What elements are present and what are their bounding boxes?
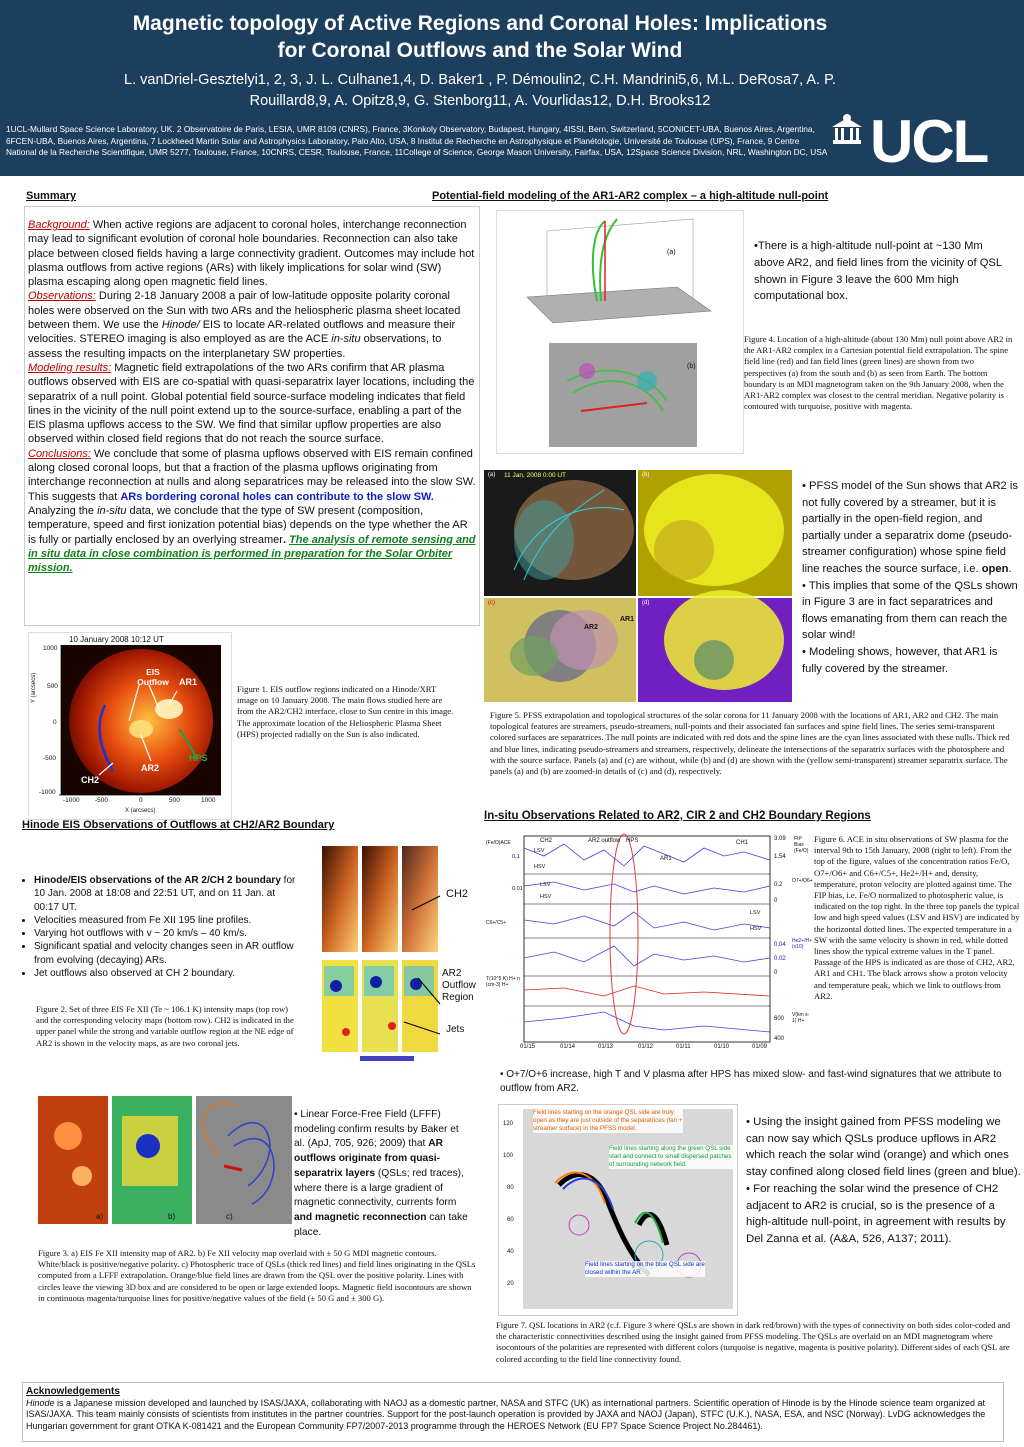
fig5-label-ar2: AR2 (584, 624, 599, 631)
fig1-label-ch2: CH2 (81, 775, 100, 785)
eis-bullet: • Varying hot outflows with v ~ 20 km/s – 40 km/s. (34, 927, 302, 940)
fig1-ylabel: Y (arcsecs) (31, 672, 37, 703)
acknowledgements (26, 1386, 998, 1432)
eis-bullet: • Velocities measured from Fe XII 195 line profiles. (34, 914, 302, 927)
fig6-tick: 3.09 (774, 836, 786, 842)
fig6-hsv: HSV (750, 926, 762, 932)
observations-label: Observations: (28, 290, 96, 303)
affil-line-1: 1UCL-Mullard Space Science Laboratory, UK. 2 Observatoire de Paris, LESIA, UMR 8109 (CNRS), France, 3Konkoly Observatory, Budapest, Hungary, 4ISSI, Bern, Switzerland, 5CONICET-UBA, Buenos Aires, Argentina, (6, 124, 815, 134)
fig3-label-b: b) (168, 1212, 176, 1221)
fig5-label-d: (d) (642, 600, 650, 606)
fig7-ytick: 100 (503, 1153, 514, 1159)
fig1-label-eis-outflow: EIS Outflow (137, 667, 169, 687)
fig1-label-ar1: AR1 (179, 677, 198, 687)
eis-bullet-1-rest: for 10 Jan. 2008 at 18:08 and 22:51 UT, and on 11 Jan. at 00:17 UT. (34, 875, 296, 913)
fig6-label-ch1: CH1 (736, 840, 749, 846)
observations-insitu: in-situ (331, 333, 361, 346)
affiliations (6, 124, 846, 159)
fig7-ytick: 80 (507, 1185, 514, 1191)
figure-6 (484, 826, 813, 1056)
pfss-bullets (802, 478, 1018, 677)
conclusions-label: Conclusions: (28, 447, 91, 460)
authors-line-1: L. vanDriel-Gesztelyi1, 2, 3, J. L. Culhane1,4, D. Baker1 , P. Démoulin2, C.H. Mandrini5,6, M.L. DeRosa7, A. P. (124, 72, 836, 88)
fig1-ytick: 500 (47, 683, 58, 690)
fig6-xtick: 01/13 (598, 1044, 614, 1050)
affil-line-2: 6FCEN-UBA, Buenos Aires, Argentina, 7 Lockheed Martin Solar and Astrophysics Laboratory, Palo Alto, USA, 8 Institut de Recherche en Astrophysique et Planétologie, Université de Toulouse (UPS), France, 9 Centre (6, 135, 800, 146)
solar-orbiter-statement: The analysis of remote sensing and in situ data in close combination is performed in preparation for the Solar Orbiter mission. (28, 533, 476, 575)
figure-2 (300, 836, 480, 1072)
figure-6-caption: Figure 6. ACE in situ observations of SW plasma for the interval 9th to 15th January, 2008 (right to left). From the top of the figure, values of the concentration ratios Fe/O, O7+/O6+ and C6+/C5+, He2+/H+ and, density, temperature, proton velocity are plotted against time. The FIP bias, i.e. Fe/O normalized to photospheric value, is indicated on the top right. In the three top panels the typical low and high speed values (LSV and HSV) are indicated by the horizontal dotted lines. The expected temperature in a SW with the same velocity is shown in red, while dotted lines show the typical extreme values in the T panel. Passage of the HPS is indicated as are those of CH2, AR2, AR1 and CH1. The black arrows show a proton velocity and temperature peak, which we link to outflows from AR2. (814, 834, 1020, 1001)
fig4-label-b: (b) (687, 363, 696, 370)
fig6-tick: 0 (774, 970, 778, 976)
fig6-label-hps: HPS (626, 838, 639, 844)
fig1-xrt-image (29, 633, 231, 819)
ack-hinode: Hinode (26, 1397, 55, 1408)
fig2-label-ch2: CH2 (446, 888, 469, 900)
conclusions-text-1: We conclude that some of plasma upflows observed with EIS remain confined along closed coronal loops, but that a fraction of the plasma upflows originating from interchange reconnection at nulls and along separatrices may be released into the slow SW. This suggests that (28, 447, 476, 503)
title-line-2: for Coronal Outflows and the Solar Wind (277, 39, 683, 62)
fig6-tick: 400 (774, 1036, 785, 1042)
fig6-xtick: 01/10 (714, 1044, 730, 1050)
fig7-ytick: 40 (507, 1249, 514, 1255)
poster-title (0, 10, 960, 64)
figure-4 (496, 210, 744, 454)
fig6-xtick: 01/14 (560, 1044, 576, 1050)
author-list (60, 70, 900, 112)
conclusions-insitu: in-situ (97, 504, 127, 517)
header-banner (0, 0, 1024, 176)
lfff-emphasis-1: AR outflows originate from quasi-separatrix layers (294, 1138, 443, 1179)
fig6-xtick: 01/15 (520, 1044, 536, 1050)
ack-text: is a Japanese mission developed and launched by ISAS/JAXA, collaborating with NAOJ as a domestic partner, NASA and STFC (UK) as international partners. Scientific operation of Hinode is by the Hinode science team organized at ISAS/JAXA. This team mainly consists of scientists from institutes in the partner countries. Support for the post-launch operation is provided by JAXA and NAOJ (Japan), STFC (U.K.), NASA, ESA, and NSC (Norway). LvDG acknowledges the Hungarian government for grant OTKA K-081421 and the European Community FP7/2007-2013 programme through the HEROES Network (EU FP7 Space Science Project No.284461). (26, 1397, 986, 1431)
lfff-text-3: can take place. (294, 1211, 468, 1238)
fig1-xtick: -1000 (63, 797, 80, 804)
background-text: When active regions are adjacent to coronal holes, interchange reconnection may lead to significant evolution of coronal hole boundaries. Reconnection can also take place between closed fields having a large connectivity gradient. Outcomes may include hot plasma outflows from active regions (ARs) with likely implications for solar wind (SW) plasma escaping along open magnetic field lines. (28, 219, 475, 289)
fig5-pfss (484, 470, 792, 702)
pfss-bullet-2: • This implies that some of the QSLs shown in Figure 3 are in fact separatrices and flows emanating from them can reach the solar wind! (802, 579, 1018, 642)
fig7-bullet-2: • For reaching the solar wind the presence of CH2 adjacent to AR2 is crucial, so is the presence of a high-altitude null-point, in agreement with results by Del Zanna et al. (A&A, 526, A137; 2011). (746, 1182, 1006, 1245)
observations-text-2: EIS to locate AR-related outflows and measure their velocities. STEREO imaging is also employed as are the ACE (28, 319, 456, 346)
fig6-tick: 0.04 (774, 942, 786, 948)
lfff-text (294, 1108, 472, 1240)
figure-7 (498, 1104, 738, 1316)
figure-4-caption: Figure 4. Location of a high-altitude (about 130 Mm) null point above AR2 in the AR1-AR2 complex in a Cartesian potential field extrapolation. The spine field line (red) and fan field lines (green lines) are shown from two perspectives (a) from the south and (b) as seen from Earth. The bottom boundary is an MDI magnetogram taken on the 9th January 2008, when the AR1-AR2 complex was closest to the central meridian. Negative polarity is contoured with turquoise, positive with magenta. (744, 334, 1013, 412)
fig6-ace-plot (484, 826, 813, 1056)
figure-1-caption: Figure 1. EIS outflow regions indicated on a Hinode/XRT image on 10 January 2008. The main flows studied here are from the AR2/CH2 interface, close to Sun centre in this image. The approximate location of the Heliospheric Plasma Sheet (HPS) projected radially on the Sun is also indicated. (237, 684, 454, 739)
fig2-label-outflow: AR2 Outflow Region (442, 968, 476, 1003)
fig2-maps (300, 836, 480, 1072)
fig1-xtick: 1000 (201, 797, 216, 804)
portico-icon (830, 112, 864, 146)
pfss-bullet-1-end: . (1008, 562, 1012, 575)
fig6-c6-label: C6+/C5+ (486, 920, 507, 926)
fig1-ytick: -500 (43, 755, 57, 762)
conclusions-text-3: data, we conclude that the type of SW present (composition, temperature, speed and first ionization potential bias) depends on the type whether the AR is fully or partially enclosed by an overlying streamer (28, 504, 468, 546)
eis-bullets (20, 874, 302, 980)
fig1-ytick: 0 (53, 719, 57, 726)
modeling-text: Magnetic field extrapolations of the two ARs confirm that AR plasma outflows observed with EIS are co-spatial with quasi-separatrix layer locations, including the separatrix of a null point. Global potential field source-surface modeling indicates that field lines in the vicinity of the null point extend up to the source-surface, enabling a part of the EIS plasma upflows access to the SW. We find that similar upflow properties are also observed within closed field regions that do not reach the source surface. (28, 361, 475, 446)
fig4-label-a: (a) (667, 249, 676, 256)
fig7-bullet-1: • Using the insight gained from PFSS modeling we can now say which QSLs produce upflows in AR2 which reach the solar wind (orange) and which ones stay confined along closed field lines (green and blue). (746, 1116, 1021, 1179)
background-label: Background: (28, 219, 90, 231)
fig5-label-c: (c) (488, 600, 495, 606)
fig6-tick: 0.01 (512, 886, 523, 892)
lfff-text-1: • Linear Force-Free Field (LFFF) modeling confirm results by Baker et al. (ApJ, 705, 926; 2009) that (294, 1109, 459, 1150)
fig6-xtick: 01/09 (752, 1044, 768, 1050)
ack-heading: Acknowledgements (26, 1386, 120, 1397)
summary-text (28, 218, 478, 575)
fig6-fip-label: FIP Bias (Fe/O) (794, 836, 809, 854)
fig6-lsv: LSV (540, 882, 551, 888)
lfff-text-2: (QSLs; red traces), where there is a large gradient of magnetic connectivity, currents form (294, 1167, 464, 1209)
figure-5 (484, 470, 792, 702)
fig1-ytick: -1000 (39, 789, 56, 796)
fig3-label-c: c) (226, 1212, 233, 1221)
fig5-label-b: (b) (642, 472, 650, 478)
fig6-lsv: LSV (750, 910, 761, 916)
fig6-label-ar2: AR2 outflow (588, 838, 621, 844)
fig7-bullets (746, 1114, 1022, 1248)
fig1-title: 10 January 2008 10:12 UT (69, 635, 164, 644)
lfff-emphasis-2: and magnetic reconnection (294, 1211, 427, 1223)
fig7-ytick: 120 (503, 1121, 514, 1127)
figure-5-caption: Figure 5. PFSS extrapolation and topological structures of the solar corona for 11 January 2008 with the locations of AR1, AR2 and CH2. The main topological features are streamers, pseudo-streamers, null-points and their associated fan surfaces and spine field lines. The series semi-transparent colored surfaces are separatrices. The null points are indicated with red dots and the spine lines are the cyan lines associated with these nulls. Thick red and blue lines, indicating pseudo-streamers and streamers, respectively, delineate the intersections of the separatrix surfaces with the photosphere and with the source surface. Panels (a) and (c) are without, while (b) and (d) are shown with the (yellow semi-transparent) streamer separatrix surface. The panels (a) and (b) are zoomed-in details of (c) and (d), respectively. (490, 710, 1010, 777)
fig1-xtick: 500 (169, 797, 180, 804)
fig6-xtick: 01/12 (638, 1044, 654, 1050)
title-line-1: Magnetic topology of Active Regions and Coronal Holes: Implications (132, 12, 828, 35)
summary-heading: Summary (26, 190, 77, 202)
fig7-note-green: Field lines starting along the green QSL side start and connect to small dispersed patches of surrounding network field. (609, 1145, 732, 1168)
fig1-xlabel: X (arcsecs) (125, 808, 156, 814)
null-point-bullet: •There is a high-altitude null-point at ~130 Mm above AR2, and field lines from the vicinity of QSL shown in Figure 3 leave the 600 Mm high computational box. (754, 240, 1002, 303)
insitu-note: • O+7/O+6 increase, high T and V plasma after HPS has mixed slow- and fast-wind signatures that we attribute to outflow from AR2. (500, 1069, 1002, 1094)
fig6-hsv: HSV (534, 864, 546, 870)
fig6-he-label: He2+/H+ (x10) (792, 938, 813, 950)
figure-7-caption: Figure 7. QSL locations in AR2 (c.f. Figure 3 where QSLs are shown in dark red/brown) with the types of connectivity on both sides color-coded and the characteristic connectivities described using the insight gained from PFSS modeling. The QSLs are overlaid on an MDI magnetogram where isocontours of the polarities are represented with different colors (turquoise is negative, magenta is positive polarity). Different sides of each QSL are colored according to the field line connectivity found. (496, 1320, 1011, 1364)
fig6-tick: 0 (774, 898, 778, 904)
fig1-ytick: 1000 (43, 645, 58, 652)
fig1-label-ar2: AR2 (141, 763, 160, 773)
fig7-note-orange: Field lines starting on the orange QSL side are truly open as they are just outside of the separatrices (fan + streamer surface) in the PFSS model. (533, 1109, 683, 1132)
fig6-tick: 1.54 (774, 854, 786, 860)
insitu-heading: In-situ Observations Related to AR2, CIR 2 and CH2 Boundary Regions (484, 810, 871, 822)
fig1-xtick: -500 (95, 797, 109, 804)
eis-bullet: • Jet outflows also observed at CH 2 boundary. (34, 967, 302, 980)
ucl-logo: UCL (870, 108, 988, 175)
eis-bullet-1-bold: Hinode/EIS observations of the AR 2/CH 2 boundary (34, 875, 281, 886)
fig6-hsv: HSV (540, 894, 552, 900)
eis-bullet (34, 874, 302, 914)
figure-1 (28, 632, 232, 820)
authors-line-2: Rouillard8,9, A. Opitz8,9, G. Stenborg11, A. Vourlidas12, D.H. Brooks12 (249, 93, 711, 109)
fig6-feo-label: (Fe/O)ACE (486, 840, 511, 846)
pfss-bullet-1: • PFSS model of the Sun shows that AR2 is not fully covered by a streamer, but it is partially in the open-field region, and partially under a separatrix dome (pseudo-streamer configuration) whose spine field line reaches the source surface, i.e. (802, 480, 1018, 575)
fig7-qsl-map (499, 1105, 737, 1315)
fig6-xtick: 01/11 (676, 1044, 691, 1050)
fig6-tick: 0.02 (774, 956, 786, 962)
figure-3-caption: Figure 3. a) EIS Fe XII intensity map of AR2. b) Fe XII velocity map overlaid with ± 50 G MDI magnetic contours. White/black is positive/negative polarity. c) Photospheric trace of QSLs (thick red lines) and field lines originating in the QSLs computed from a LFFF extrapolation. Orange/blue field lines are drawn from the QSL over the positive polarity. Lines with circles leave the viewing 3D box and are considered to be open or large extended loops. Magnetic field isocontours are shown in continuous magenta/turquoise lines for positive/negative values of the field (± 50 G and ± 300 G). (38, 1248, 476, 1303)
fig6-label-ch2: CH2 (540, 838, 553, 844)
fig6-lsv: LSV (534, 848, 545, 854)
fig6-tick: 600 (774, 1016, 785, 1022)
observations-text-1: During 2-18 January 2008 a pair of low-latitude opposite polarity coronal holes were observed on the Sun with two ARs and the heliospheric plasma sheet located between them. We use the (28, 290, 461, 332)
conclusions-dot: . (282, 533, 290, 546)
fig5-label-ar1: AR1 (620, 616, 635, 623)
fig1-xtick: 0 (139, 797, 143, 804)
fig3-label-a: a) (96, 1212, 104, 1221)
fig3-panels (38, 1096, 292, 1224)
affil-line-3: National de la Recherche Scientifique, UMR 5277, Toulouse, France, 10CNRS, CESR, Toulouse, France, 11College of Science, George Mason University, Fairfax, USA, 12Space Science Division, NRL, Washington DC, USA (6, 147, 828, 157)
pfss-bullet-3: • Modeling shows, however, that AR1 is fully covered by the streamer. (802, 645, 998, 675)
fig7-ytick: 60 (507, 1217, 514, 1223)
modeling-label: Modeling results: (28, 361, 112, 374)
fig5-label-a: (a) (488, 472, 496, 478)
conclusions-text-2: Analyzing the (28, 504, 98, 517)
fig1-label-hps: HPS (189, 753, 208, 763)
conclusions-emphasis: ARs bordering coronal holes can contribute to the slow SW. (120, 490, 434, 503)
observations-hinode: Hinode/ (161, 319, 200, 332)
fig2-label-jets: Jets (446, 1024, 465, 1035)
fig5-date: 11 Jan. 2008 0:00 UT (504, 472, 567, 479)
observations-text-3: observations, to assess the resulting impacts on the interplanetary SW properties. (28, 333, 442, 360)
potential-field-heading: Potential-field modeling of the AR1-AR2 complex – a high-altitude null-point (432, 190, 829, 202)
eis-bullet: • Significant spatial and velocity changes seen in AR outflow from evolving (decaying) ARs. (34, 940, 302, 967)
figure-3 (38, 1096, 292, 1224)
fig6-o7-label: O7+/O6+ (792, 878, 813, 884)
figure-2-caption: Figure 2. Set of three EIS Fe XII (Te ~ 106.1 K) intensity maps (top row) and the corresponding velocity maps (bottom row). CH2 is indicated in the upper panel while the strong and variable outflow region at the NE edge of AR2 is shown in the velocity maps, as are two coronal jets. (36, 1004, 294, 1048)
pfss-open-emphasis: open (981, 562, 1009, 575)
fig7-note-blue: Field lines starting on the blue QSL side are closed within the AR. (585, 1261, 705, 1276)
fig6-tn-label: T(10^5 K) H+ n (cm-3) H+ (486, 976, 520, 988)
fig6-label-ar1: AR1 (660, 856, 672, 862)
fig7-ytick: 20 (507, 1281, 514, 1287)
eis-heading: Hinode EIS Observations of Outflows at CH2/AR2 Boundary (22, 819, 335, 831)
fig6-tick: 0.2 (774, 882, 783, 888)
fig6-v-label: V(km s-1) H+ (792, 1012, 810, 1024)
fig4-extrapolation (497, 211, 743, 453)
fig6-tick: 0.1 (512, 854, 520, 860)
